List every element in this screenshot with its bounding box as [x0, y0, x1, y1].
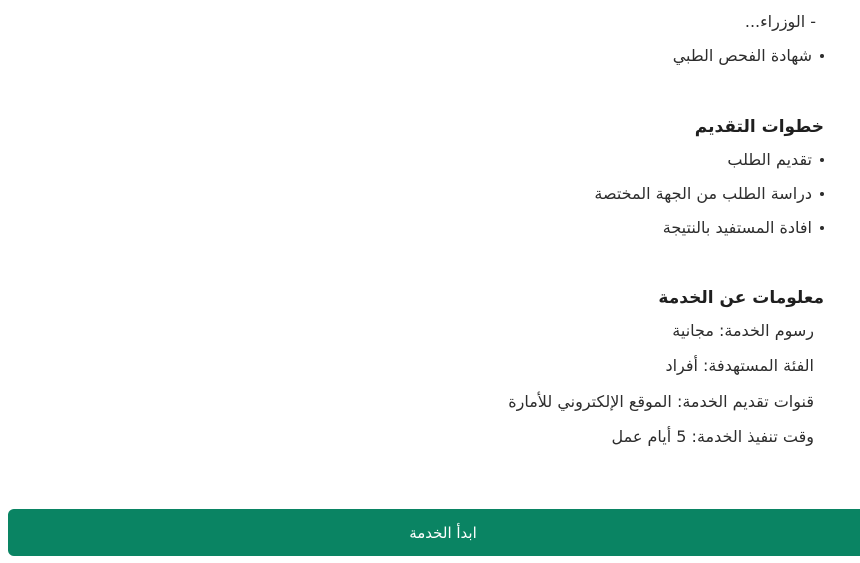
bullet-icon [820, 192, 824, 196]
requirement-label: شهادة الفحص الطبي [672, 46, 812, 65]
step-item [663, 216, 824, 240]
requirement-item-medical [673, 44, 824, 68]
step-label: دراسة الطلب من الجهة المختصة [594, 184, 812, 203]
step-item [594, 182, 824, 206]
step-label: افادة المستفيد بالنتيجة [662, 218, 812, 237]
step-item [727, 148, 824, 172]
bullet-icon [820, 158, 824, 162]
step-label: تقديم الطلب [727, 150, 812, 169]
start-service-button[interactable] [8, 509, 860, 556]
bullet-icon [820, 226, 824, 230]
service-fees: رسوم الخدمة: مجانية [672, 321, 814, 340]
requirement-continuation: - الوزراء... [744, 12, 816, 31]
service-channels: قنوات تقديم الخدمة: الموقع الإلكتروني للأمارة [508, 392, 814, 411]
start-service-label: ابدأ الخدمة [409, 523, 477, 542]
service-target: الفئة المستهدفة: أفراد [665, 356, 814, 375]
steps-heading: خطوات التقديم [694, 117, 824, 137]
bullet-icon [820, 54, 824, 58]
service-info-heading: معلومات عن الخدمة [658, 288, 824, 308]
service-duration: وقت تنفيذ الخدمة: 5 أيام عمل [611, 427, 814, 446]
